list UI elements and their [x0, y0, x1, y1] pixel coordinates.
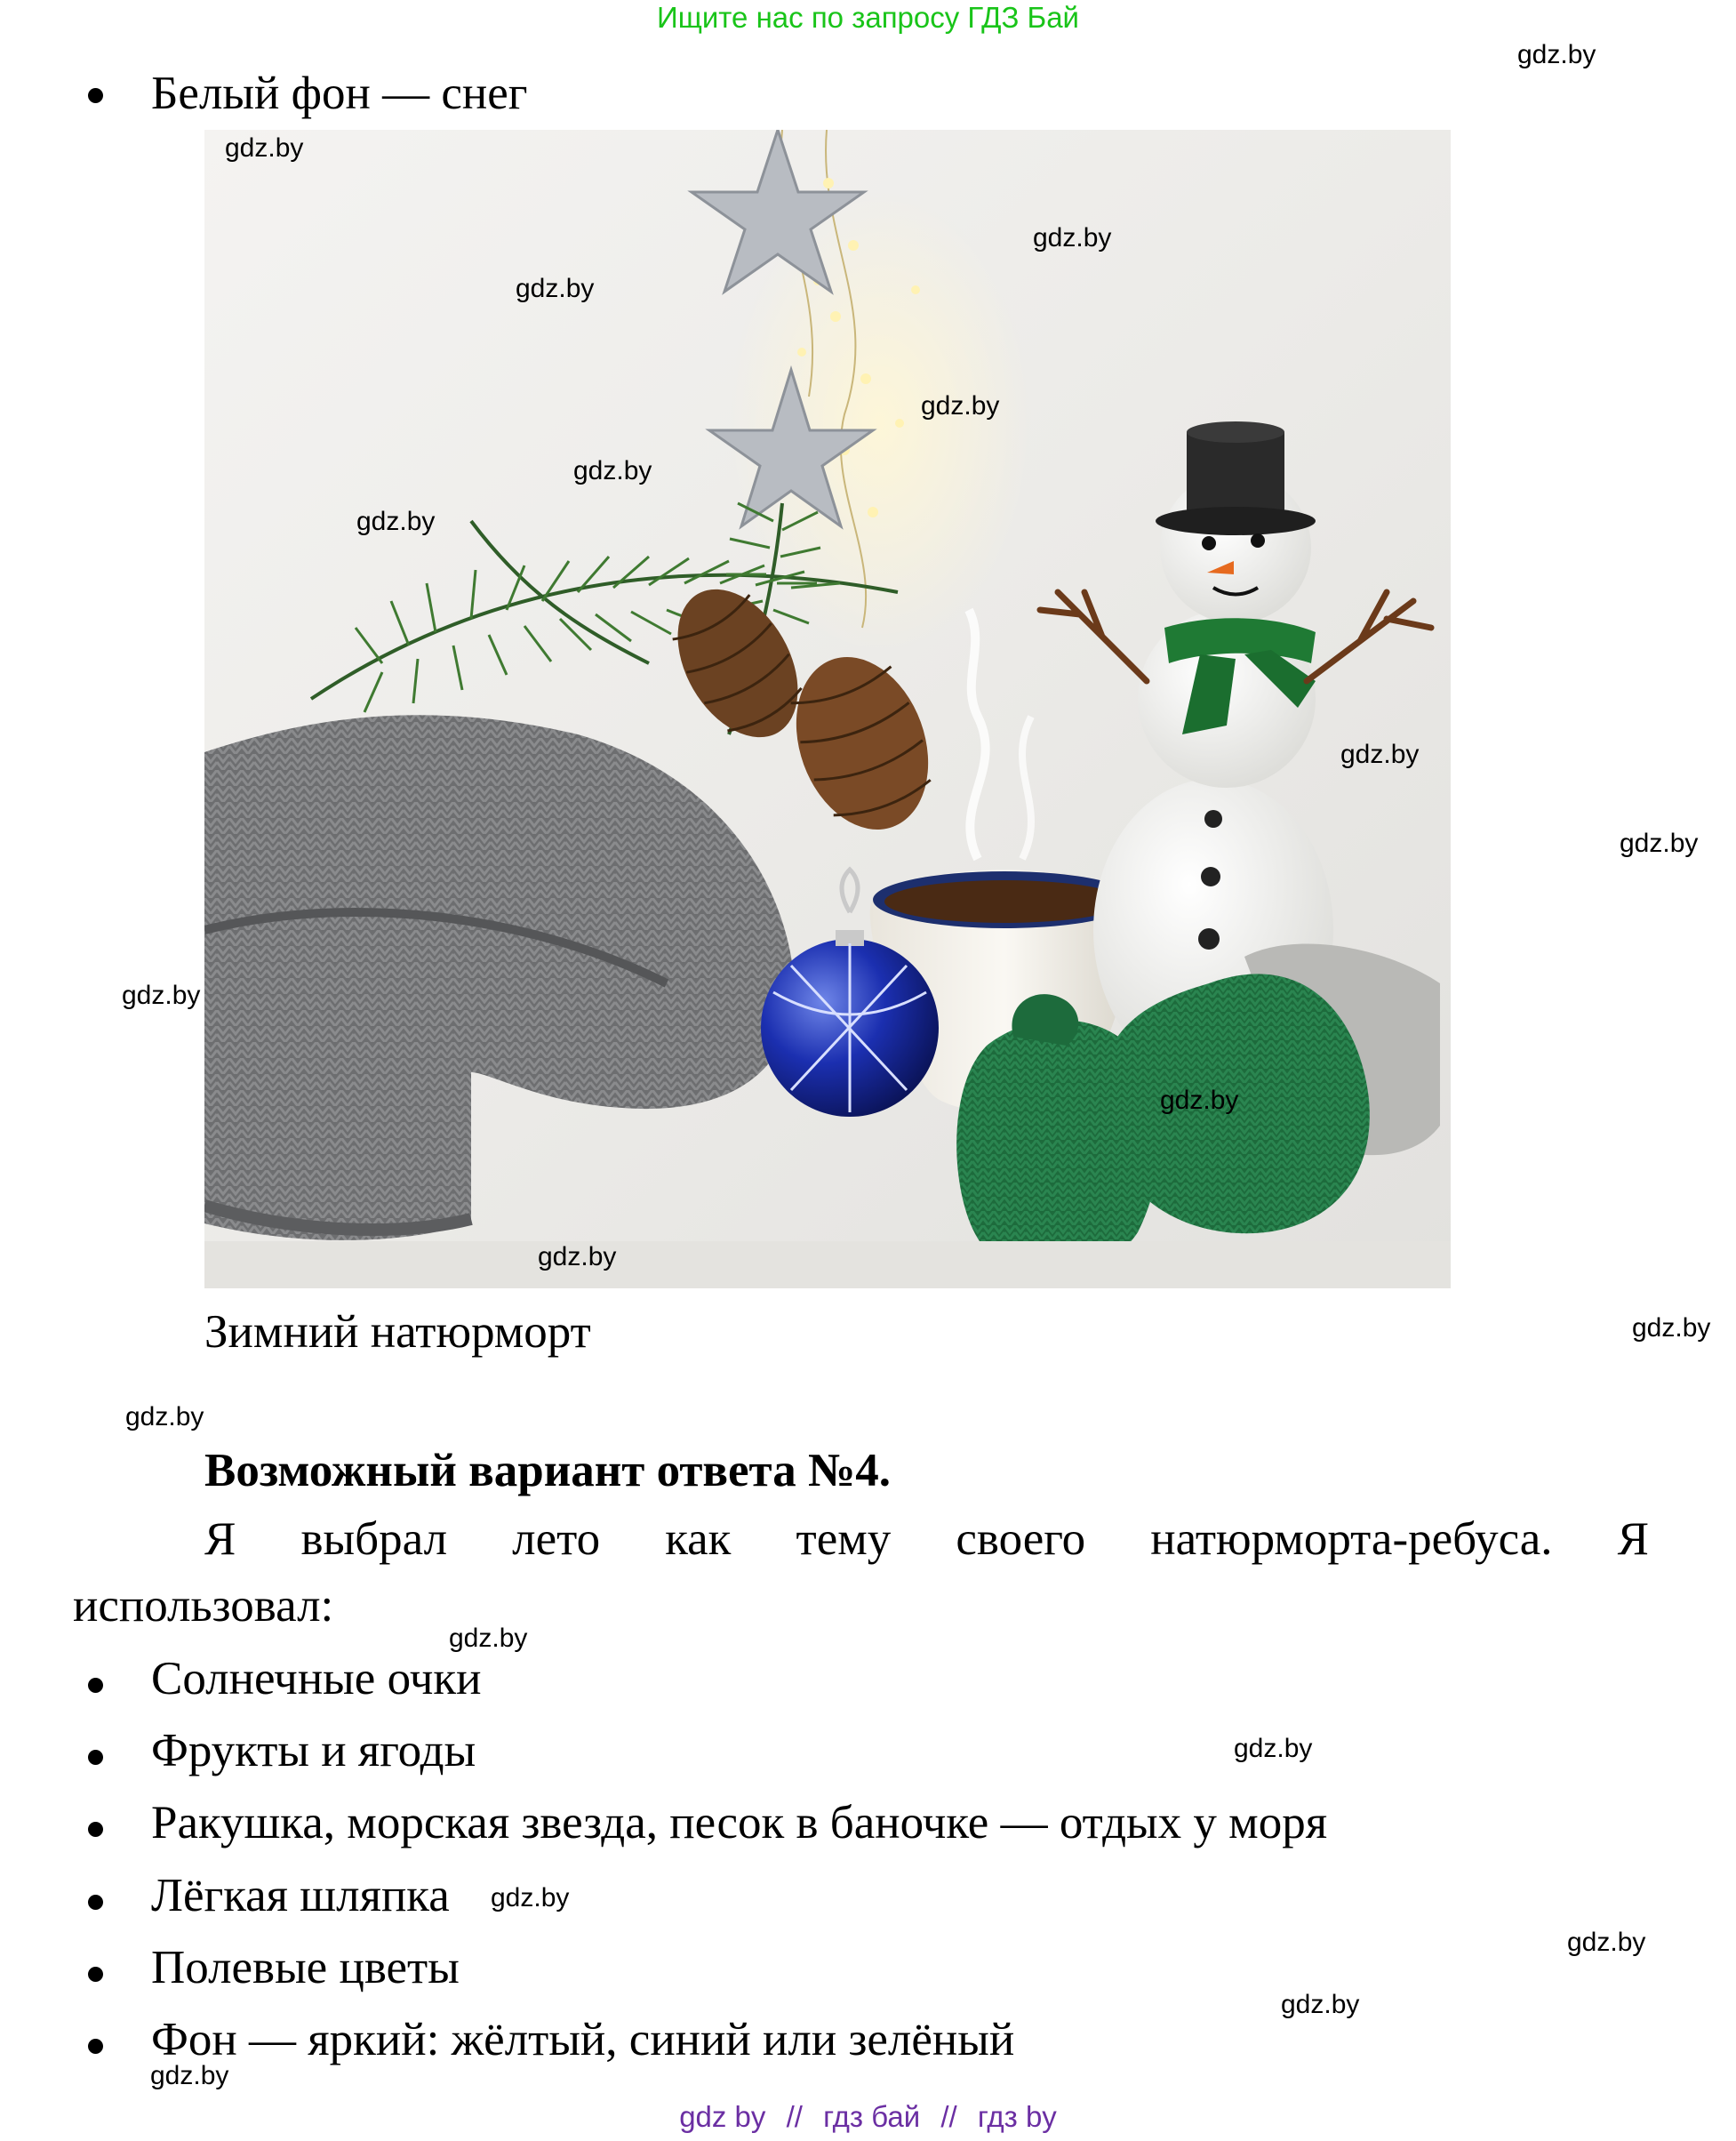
watermark: gdz.by — [1517, 40, 1596, 69]
watermark: gdz.by — [122, 981, 201, 1010]
watermark: gdz.by — [1567, 1928, 1646, 1957]
watermark: gdz.by — [150, 2061, 229, 2090]
watermark: gdz.by — [449, 1624, 528, 1653]
photo-caption: Зимний натюрморт — [204, 1306, 591, 1358]
winter-still-life-photo — [204, 130, 1451, 1288]
watermark: gdz.by — [538, 1242, 617, 1271]
watermark: gdz.by — [1340, 740, 1420, 769]
watermark: gdz.by — [921, 391, 1000, 421]
footer-link-gdz-by-cyr[interactable]: гдз by — [977, 2100, 1057, 2133]
bullet-dot — [88, 1895, 103, 1910]
list-item: Лёгкая шляпка — [151, 1870, 450, 1921]
list-item: Фрукты и ягоды — [151, 1725, 476, 1776]
list-item: Солнечные очки — [151, 1653, 482, 1704]
list-item: Ракушка, морская звезда, песок в баночке — отдых у моря — [151, 1797, 1328, 1848]
footer-links — [0, 2100, 1736, 2134]
bullet-dot — [88, 1750, 103, 1765]
paragraph-line-1: Я выбрал лето как тему своего натюрморта-ребуса. Я — [204, 1513, 1649, 1565]
watermark: gdz.by — [1033, 223, 1112, 253]
footer-separator: // — [940, 2100, 957, 2133]
search-banner: Ищите нас по запросу ГДЗ Бай — [657, 1, 1079, 34]
list-item: Фон — яркий: жёлтый, синий или зелёный — [151, 2014, 1015, 2065]
watermark: gdz.by — [1281, 1990, 1360, 2019]
watermark: gdz.by — [491, 1883, 570, 1912]
list-item: Полевые цветы — [151, 1942, 460, 1993]
watermark: gdz.by — [573, 456, 652, 485]
bullet-dot — [88, 2039, 103, 2054]
watermark: gdz.by — [225, 133, 304, 163]
watermark: gdz.by — [1620, 829, 1699, 858]
answer-heading: Возможный вариант ответа №4. — [204, 1445, 891, 1496]
watermark: gdz.by — [1160, 1086, 1239, 1115]
watermark: gdz.by — [1632, 1313, 1711, 1343]
bullet-dot — [88, 88, 103, 103]
list-item: Белый фон — снег — [151, 68, 528, 119]
watermark: gdz.by — [1234, 1734, 1313, 1763]
paragraph-line-2: использовал: — [73, 1580, 334, 1632]
bullet-dot — [88, 1822, 103, 1837]
footer-separator: // — [786, 2100, 803, 2133]
footer-link-gdz-by[interactable]: gdz by — [679, 2100, 766, 2133]
bullet-dot — [88, 1967, 103, 1982]
bullet-dot — [88, 1678, 103, 1693]
watermark: gdz.by — [356, 507, 436, 536]
watermark: gdz.by — [516, 274, 595, 303]
footer-link-gdz-bay[interactable]: гдз бай — [823, 2100, 921, 2133]
watermark: gdz.by — [125, 1402, 204, 1431]
